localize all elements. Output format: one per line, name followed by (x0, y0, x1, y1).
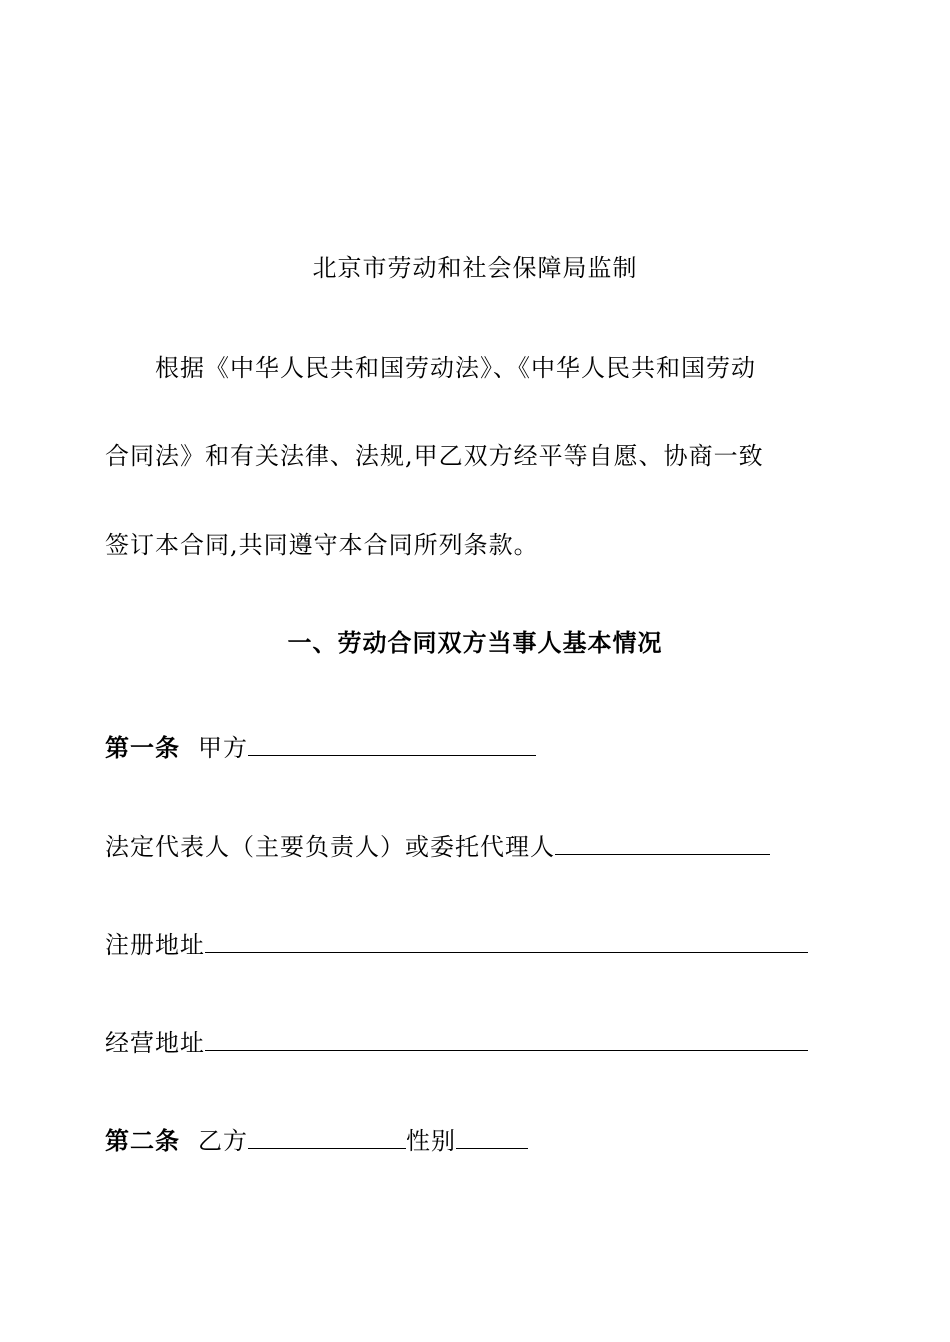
section-heading: 一、劳动合同双方当事人基本情况 (287, 628, 663, 657)
article-2-row (105, 1124, 528, 1157)
legal-rep-field[interactable] (555, 830, 770, 855)
registered-address-row (105, 928, 808, 961)
legal-rep-label: 法定代表人（主要负责人）或委托代理人 (105, 833, 555, 861)
preamble-line-2: 合同法》和有关法律、法规,甲乙双方经平等自愿、协商一致 (105, 442, 764, 470)
business-address-row (105, 1026, 808, 1059)
party-b-label: 乙方 (198, 1127, 248, 1155)
article-1-row (105, 731, 536, 764)
registered-address-label: 注册地址 (105, 931, 205, 959)
gender-field[interactable] (456, 1124, 528, 1149)
party-a-field[interactable] (248, 731, 536, 756)
business-address-field[interactable] (205, 1026, 808, 1051)
gender-label: 性别 (406, 1127, 456, 1155)
preamble-line-1: 根据《中华人民共和国劳动法》、《中华人民共和国劳动 (155, 354, 756, 382)
registered-address-field[interactable] (205, 928, 808, 953)
preamble-line-3: 签订本合同,共同遵守本合同所列条款。 (105, 531, 539, 559)
legal-rep-row (105, 830, 770, 863)
article-1-label: 第一条 (105, 733, 180, 762)
party-a-label: 甲方 (198, 734, 248, 762)
party-b-field[interactable] (248, 1124, 406, 1149)
supervisor-line: 北京市劳动和社会保障局监制 (312, 254, 638, 282)
business-address-label: 经营地址 (105, 1029, 205, 1057)
article-2-label: 第二条 (105, 1126, 180, 1155)
